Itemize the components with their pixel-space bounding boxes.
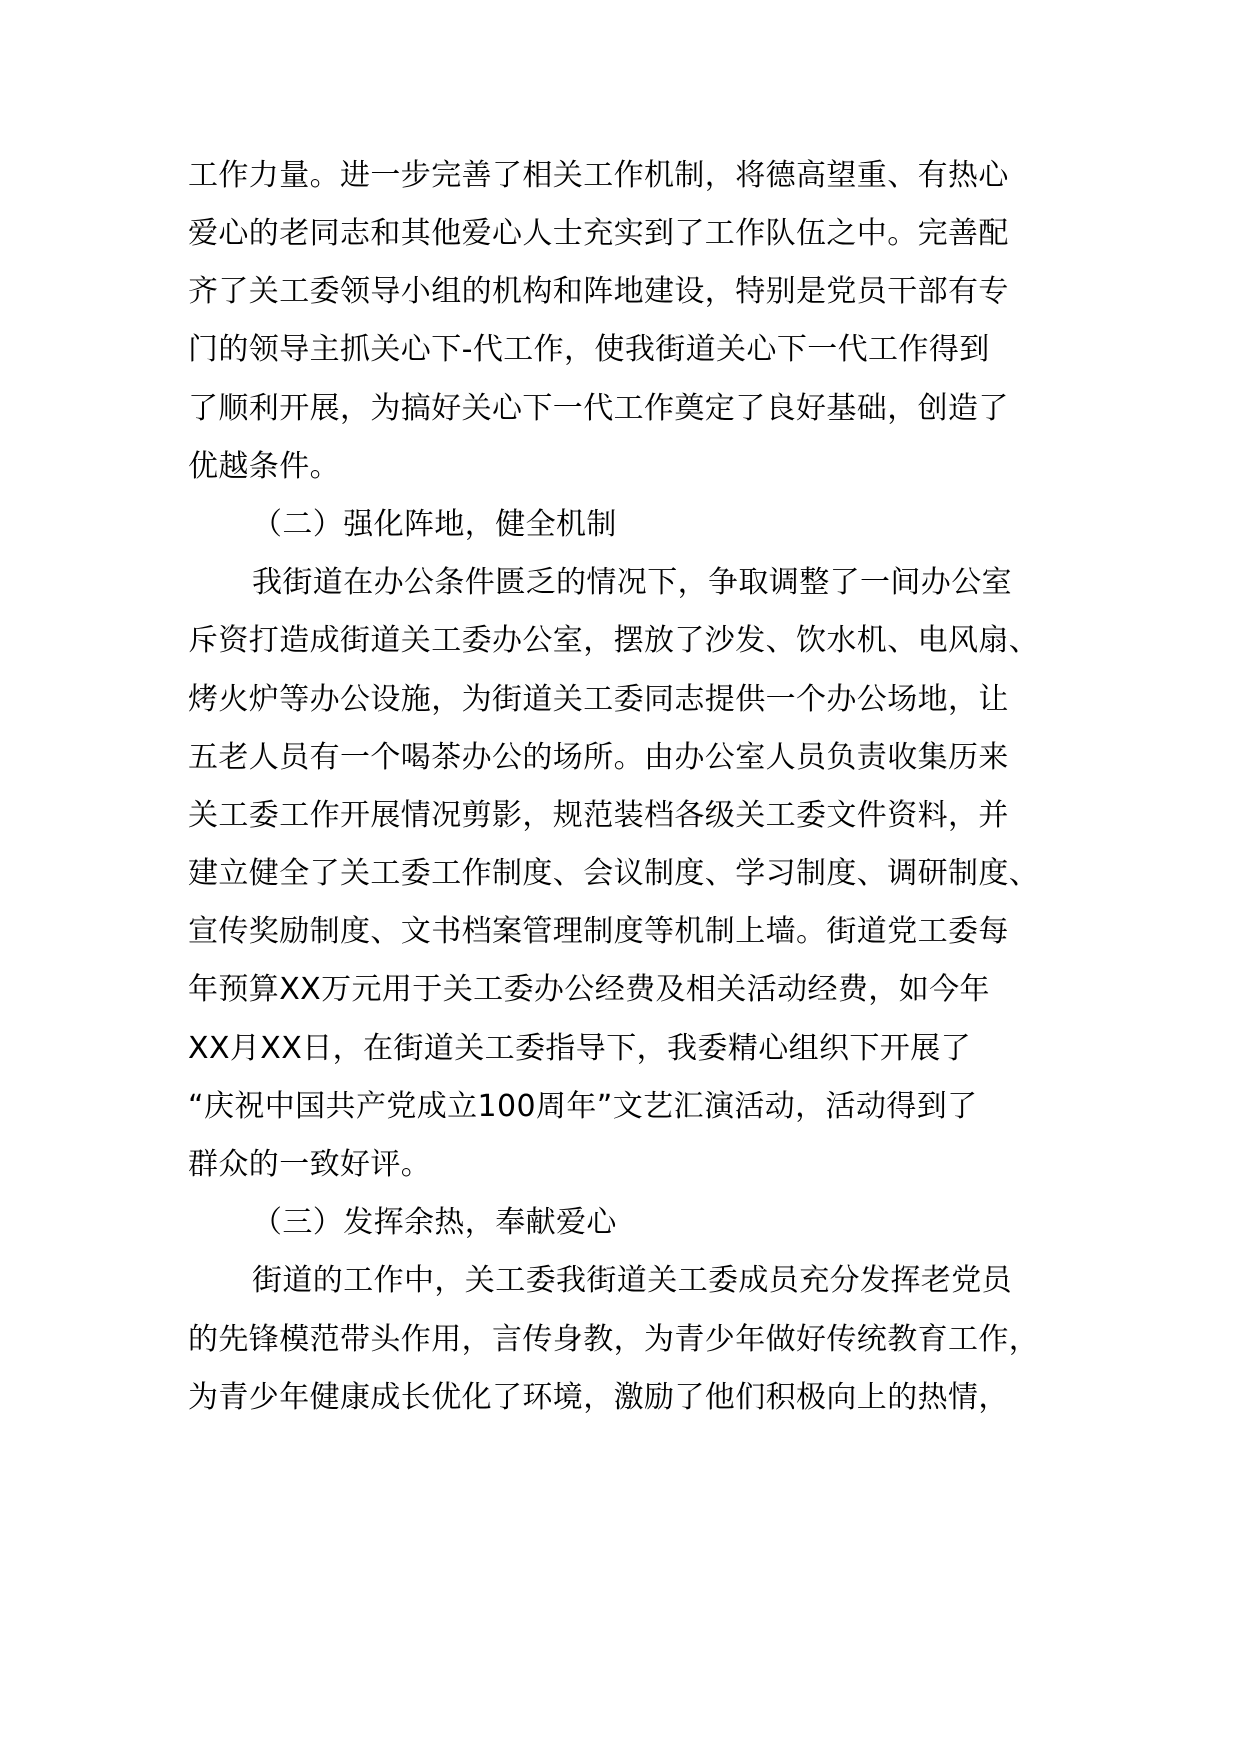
paragraph-line: 的先锋模范带头作用，言传身教，为青少年做好传统教育工作， xyxy=(188,1322,1040,1357)
paragraph-line: 街道的工作中，关工委我街道关工委成员充分发挥老党员 xyxy=(252,1263,1012,1298)
paragraph-line: 爱心的老同志和其他爱心人士充实到了工作队伍之中。完善配 xyxy=(188,216,1009,251)
paragraph-line: 齐了关工委领导小组的机构和阵地建设，特别是党员干部有专 xyxy=(188,274,1009,309)
paragraph-line: 群众的一致好评。 xyxy=(188,1147,432,1182)
paragraph-line: 为青少年健康成长优化了环境，激励了他们积极向上的热情， xyxy=(188,1380,1009,1415)
paragraph-line: 烤火炉等办公设施，为街道关工委同志提供一个办公场地，让 xyxy=(188,682,1009,717)
paragraph-line: 工作力量。进一步完善了相关工作机制，将德高望重、有热心 xyxy=(188,158,1009,193)
paragraph-line: 我街道在办公条件匮乏的情况下，争取调整了一间办公室 xyxy=(252,565,1012,600)
paragraph-line: 斥资打造成街道关工委办公室，摆放了沙发、饮水机、电风扇、 xyxy=(188,623,1040,658)
paragraph-line: “庆祝中国共产党成立100周年”文艺汇演活动，活动得到了 xyxy=(188,1089,978,1124)
paragraph-line: 关工委工作开展情况剪影，规范装档各级关工委文件资料，并 xyxy=(188,798,1009,833)
section-heading: （三）发挥余热，奉献爱心 xyxy=(252,1205,617,1240)
paragraph-line: 门的领导主抓关心下-代工作，使我街道关心下一代工作得到 xyxy=(188,332,990,367)
paragraph-line: 建立健全了关工委工作制度、会议制度、学习制度、调研制度、 xyxy=(188,856,1040,891)
paragraph-line: 了顺利开展，为搞好关心下一代工作奠定了良好基础，创造了 xyxy=(188,391,1009,426)
paragraph-line: 优越条件。 xyxy=(188,449,340,484)
paragraph-line: XX月XX日，在街道关工委指导下，我委精心组织下开展了 xyxy=(188,1031,972,1066)
section-heading: （二）强化阵地，健全机制 xyxy=(252,507,617,542)
paragraph-line: 年预算XX万元用于关工委办公经费及相关活动经费，如今年 xyxy=(188,972,990,1007)
paragraph-line: 五老人员有一个喝茶办公的场所。由办公室人员负责收集历来 xyxy=(188,740,1009,775)
paragraph-line: 宣传奖励制度、文书档案管理制度等机制上墙。街道党工委每 xyxy=(188,914,1009,949)
